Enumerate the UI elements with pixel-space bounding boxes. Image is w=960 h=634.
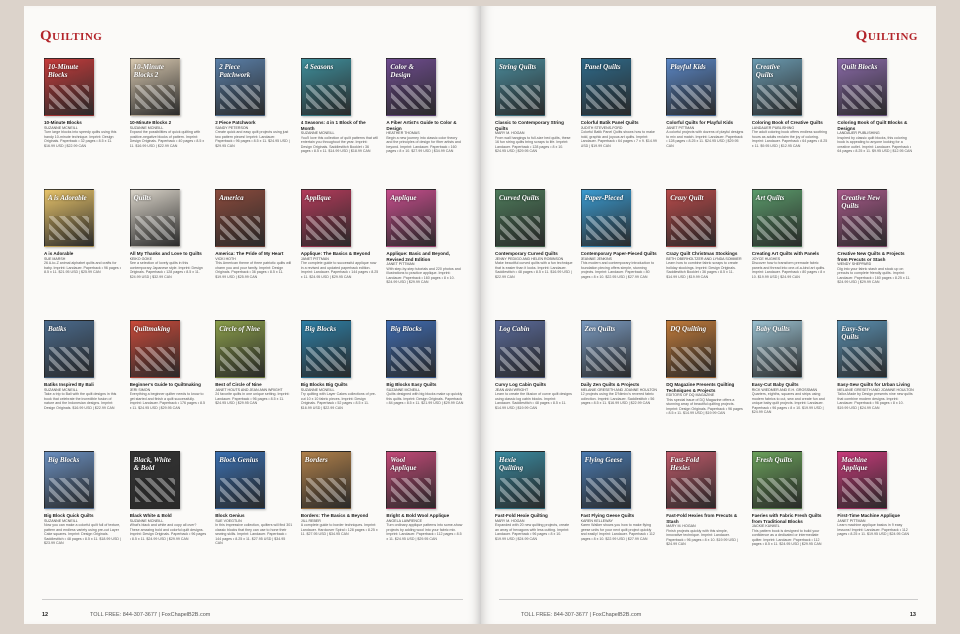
book-description: Dig into your fabric stash and stock up on precuts to complete friendly quilts. Imprint: Landauer. Paperback • 160 pages • 8.25 x 11. $24.99 USD | $29.99 CAN [837, 266, 911, 284]
book-title: Faeries with Fabric Fresh Quilts from Traditional Blocks [751, 513, 822, 524]
cover-title: Easy-Sew Quilts [841, 325, 870, 341]
book-author: JUDITH STEVENS-FORD [580, 125, 623, 130]
book-cover-image [301, 320, 351, 378]
book-title: Borders: The Basics & Beyond [300, 513, 369, 518]
book-listing [495, 451, 573, 574]
book-title: Easy-Cut Baby Quilts [751, 382, 799, 387]
book-description: Discover how to transform premade fabric panels and thread into one-of-a-kind art quilts. Imprint: Landauer. Paperback • 80 pages • 8 x 10. $19.99 USD | $24.99 CAN [751, 261, 826, 279]
book-cover-image [386, 58, 436, 116]
book-author: SUZANNE MCNEILL [386, 387, 421, 392]
book-listing [130, 451, 208, 574]
book-listing [666, 451, 744, 574]
book-title: First-Time Machine Applique [837, 513, 900, 518]
book-description: Try quilting with Layer Cakes collections of pre-cut 10 x 10 fabric pieces. Imprint: Design Originals. Paperback • 52 pages • 8.5 x 11. $16.99 USD | $22.99 CAN [300, 392, 376, 410]
book-author: EDITORS OF DQ MAGAZINE [666, 393, 715, 397]
book-title: 2 Piece Patchwork [215, 120, 256, 125]
book-cover-image [130, 189, 180, 247]
book-listing [386, 58, 464, 181]
book-title: America: The Pride of My Heart [215, 251, 284, 256]
book-listing [44, 451, 122, 574]
book-author: MARY M. HOGAN [495, 518, 525, 523]
book-title: Batiks Inspired By Bali [44, 382, 94, 387]
book-author: SANDY PETERSON [215, 125, 249, 130]
book-author: LANDAUER PUBLISHING [751, 125, 795, 130]
book-author: JILL REBER [300, 518, 321, 523]
book-title: Block Genius [215, 513, 245, 518]
book-title: Fast Flying Geese Quilts [580, 513, 635, 518]
book-title: DQ Magazine Presents Quilting Techniques & Projects [666, 382, 735, 393]
book-listing [837, 451, 915, 574]
book-cover-image [386, 451, 436, 509]
book-title: A is Adorable [44, 251, 74, 256]
toll-free-text: TOLL FREE: 844-307-3677 | FoxChapelB2B.com [90, 612, 211, 618]
book-cover-image [837, 451, 887, 509]
book-author: SUZANNE MCNEILL [300, 131, 335, 135]
book-author: SUZANNE MCNEILL [300, 387, 335, 392]
book-description: Quarters, eighths, squares and strips using modern fabrics to cut, sew and create fun and unique baby quilt projects. Imprint: Landauer. Paperback • 96 pages • 8 x 10. $19.99 USD | $24.99 CAN [751, 392, 825, 414]
book-cover-image [752, 189, 802, 247]
cover-title: Circle of Nine [219, 325, 261, 333]
book-cover-image [215, 58, 265, 116]
book-title: Classic to Contemporary String Quilts [495, 120, 564, 131]
book-title: Coloring Book of Creative Quilts [751, 120, 823, 125]
cover-title: Block Genius [219, 456, 259, 464]
toll-free-text: TOLL FREE: 844-307-3677 | FoxChapelB2B.com [521, 612, 642, 618]
book-listing [301, 451, 379, 574]
cover-title: Flying Geese [584, 456, 623, 464]
book-description: The adult coloring book offers endless soothing hours as adults reclaim the joy of coloring. Imprint: Landauer. Paperback • 64 pages • 8.25 x 11. $9.95 USD | $12.95 CAN [751, 130, 828, 148]
book-description: Inspired by classic quilt blocks, this coloring book is appealing to anyone looking for a creative outlet. Imprint: Landauer. Paperback • 64 pages • 8.25 x 11. $9.95 USD | $12.95 CAN [837, 135, 913, 153]
book-title: Coloring Book of Quilt Blocks & Designs [837, 120, 908, 131]
book-title: Applique: The Basics & Beyond [300, 251, 371, 256]
book-description: Learn machine applique basics in 9 easy lessons! Imprint: Landauer. Paperback • 112 pages • 8.25 x 11. $19.95 USD | $24.95 CAN [837, 523, 910, 536]
cover-title: Black, White & Bold [133, 456, 171, 472]
book-cover-image [581, 320, 631, 378]
page-number: 12 [42, 612, 49, 618]
book-listing [837, 58, 915, 181]
book-listing [130, 189, 208, 312]
book-description: Colorful Batik Panel Quilts shows how to make bold, graphic and joyous art quilts. Imprint: Landauer. Paperback • 64 pages • 7 x 9. $14.99 USD | $19.99 CAN [580, 130, 657, 148]
cover-title: 4 Seasons [304, 63, 334, 71]
cover-title: Fast-Fold Hexies [670, 456, 699, 472]
book-cover-image [301, 58, 351, 116]
right-book-grid [495, 58, 915, 574]
book-title: Creating Art Quilts with Panels [751, 251, 820, 256]
book-description: This modern and contemporary introduction to foundation piecing offers simple, stunning projects. Imprint: Landauer. Paperback • 80 pages • 8 x 10. $22.95 USD | $27.99 CAN [580, 261, 655, 279]
cover-title: Panel Quilts [584, 63, 621, 71]
book-cover-image [752, 320, 802, 378]
cover-title: 10-Minute Blocks [48, 63, 79, 79]
book-author: JENNY PEDIGO AND HELEN ROBINSON [495, 256, 564, 261]
book-title: 4 Seasons: 4 in 1 Block of the Month [300, 120, 366, 131]
book-author: SUE MARSH [44, 256, 66, 261]
book-listing [215, 451, 293, 574]
book-cover-image [215, 320, 265, 378]
book-description: Karen Walker shows you how to make flying geese units for your next quilt project quickly and easily! Imprint: Landauer. Paperback • 112 pages • 8 x 10. $22.99 USD | $27.99 CAN [580, 523, 655, 541]
book-listing [215, 189, 293, 312]
book-title: Applique: Basic and Beyond, Revised 2nd Edition [386, 251, 450, 262]
book-title: Beginner's Guide to Quiltmaking [129, 382, 201, 387]
cover-title: A is Adorable [48, 194, 87, 202]
book-listing [44, 189, 122, 312]
book-cover-image [44, 320, 94, 378]
cover-title: Fresh Quilts [755, 456, 793, 464]
cover-title: DQ Quilting [670, 325, 707, 333]
book-title: Big Block Quick Quilts [44, 513, 94, 518]
book-author: JERI SIMON [129, 387, 151, 392]
cover-title: Big Blocks [390, 325, 422, 333]
book-author: HEATHER THOMAS [386, 131, 420, 135]
book-description: Everything a beginner quilter needs to know to get started and finish a quilt successfully. Imprint: Landauer. Paperback • 176 pages • 8.5 x 11. $24.95 USD | $29.95 CAN [129, 392, 206, 410]
book-description: Expand the possibilities of quick quilting with positive-negative blocks of pattern. Imprint: Design Originals. Paperback • 40 pages • 8.5 x 11. $16.99 USD | $22.99 CAN [129, 130, 205, 148]
book-author: KAREN KELLEWAY [580, 518, 613, 523]
book-listing [837, 189, 915, 312]
book-title: Black White & Bold [129, 513, 172, 518]
cover-title: Hexie Quilting [499, 456, 524, 472]
book-description: See a selection of lovely quilts in this contemporary Japanese style. Imprint: Design Originals. Paperback • 128 pages • 8.5 x 11. $24.99 USD | $32.99 CAN [129, 261, 203, 279]
book-cover-image [130, 58, 180, 116]
cover-title: Borders [304, 456, 328, 464]
book-title: Crazy Quilt Christmas Stockings [666, 251, 738, 256]
section-header-right: Quilting [855, 28, 918, 44]
book-listing [495, 58, 573, 181]
book-description: Expanded with 20 new quilting projects, create an array of hexagons with less cutting. Imprint: Landauer. Paperback • 96 pages • 8 x 10. $19.99 USD | $24.99 CAN [495, 523, 570, 541]
book-cover-image [666, 451, 716, 509]
book-cover-image [495, 320, 545, 378]
cover-title: Quiltmaking [133, 325, 171, 333]
book-cover-image [666, 320, 716, 378]
book-description: From wall hangings to full-size bed quilts, these 16 fun string quilts bring scraps to life. Imprint: Landauer. Paperback • 128 pages • 8 x 10. $24.95 USD | $29.95 CAN [495, 135, 571, 153]
book-author: JEAN ANN WRIGHT [495, 387, 529, 392]
book-listing [581, 189, 659, 312]
book-listing [495, 320, 573, 443]
book-description: Turn ordinary applique patterns into some-show projects by adding wool into your fabric mix. Imprint: Landauer. Paperback • 112 pages • 8.5 x 11. $24.95 USD | $29.95 CAN [386, 523, 463, 541]
book-title: Fast-Fold Hexies from Precuts & Stash [666, 513, 738, 524]
book-title: A Fiber Artist's Guide to Color & Design [386, 120, 457, 131]
book-cover-image [386, 189, 436, 247]
book-title: Fast-Fold Hexie Quilting [495, 513, 548, 518]
book-listing [301, 189, 379, 312]
book-title: Daily Zen Quilts & Projects [580, 382, 640, 387]
book-title: All My Thanks and Love to Quilts [129, 251, 202, 256]
book-title: Big Blocks Big Quilts [300, 382, 348, 387]
cover-title: Applique [304, 194, 331, 202]
book-author: MELANIE GRESETH AND JOANNE HOULTON [580, 387, 657, 392]
book-description: You'll love this collection of quilt patterns that will entertain you throughout the year. Imprint: Design Originals. Saddlestitch Booklet • 36 pages • 8.5 x 11. $14.99 USD | $18.99 CAN [300, 135, 378, 153]
book-cover-image [215, 189, 265, 247]
book-description: This pattern book is designed to build your confidence as a dedicated or intermediate quilter. Imprint: Landauer. Paperback • 112 pages • 8.5 x 11. $24.95 USD | $29.95 CAN [751, 528, 822, 546]
book-author: SUE VOEGTLIN [215, 518, 242, 523]
book-author: LANDAUER PUBLISHING [837, 131, 880, 135]
book-title: 10-Minute Blocks [44, 120, 82, 125]
book-author: MARY M. HOGAN [666, 524, 696, 528]
book-author: VICKI HOTH [215, 256, 236, 261]
cover-title: Machine Applique [841, 456, 868, 472]
footer-divider [42, 599, 463, 600]
book-author: SUZANNE MCNEILL [44, 387, 78, 392]
book-description: A complete guide to border techniques. Imprint: Landauer. Hardcover Spiral • 128 pages • 8.25 x 11. $27.95 USD | $34.95 CAN [300, 523, 378, 536]
book-listing [130, 320, 208, 443]
book-cover-image [752, 58, 802, 116]
book-description: With step-by-step tutorials and 220 photos and illustrations to practice applique. Imprint: Landauer. Paperback • 160 pages • 8 x 10. $24.99 USD | $29.99 CAN [386, 266, 461, 284]
book-author: JANET HOUTS AND JEAN ANN WRIGHT [215, 387, 283, 392]
cover-title: Playful Kids [670, 63, 706, 71]
cover-title: Paper-Pieced [584, 194, 624, 202]
book-author: ANGELA LAWRENCE [386, 518, 423, 523]
book-title: Curvy Log Cabin Quilts [495, 382, 547, 387]
book-cover-image [130, 451, 180, 509]
book-cover-image [301, 451, 351, 509]
book-listing [386, 189, 464, 312]
footer-divider [499, 599, 918, 600]
book-description: 24 favorite quilts in one unique setting. Imprint: Landauer. Paperback • 96 pages • 8.5 x 11. $24.95 USD | $29.95 CAN [215, 392, 290, 405]
book-description: Make beautiful curved quilts with a fun technique that is easier than it looks. Imprint: Landauer. Saddlestitch • 48 pages • 8.5 x 11. $16.99 USD | $22.99 CAN [495, 261, 573, 279]
book-description: Tailor-Made by Design presents nine new quilts that combine modern designs. Imprint: Landauer. Paperback • 96 pages • 8 x 10. $19.99 USD | $24.99 CAN [837, 392, 913, 410]
left-book-grid [44, 58, 464, 574]
book-title: Big Blocks Easy Quilts [386, 382, 437, 387]
book-description: Finish projects quickly with this simple, innovative technique. Imprint: Landauer. Paperback • 96 pages • 8 x 10. $19.99 USD | $24.99 CAN [666, 528, 738, 546]
cover-title: Color & Design [390, 63, 414, 79]
cover-title: Crazy Quilt [670, 194, 704, 202]
book-listing [752, 58, 830, 181]
book-description: Now you can make a colorful quilt full of texture, pattern and endless variety using pre-cut Layer Cake squares. Imprint: Design Originals. Saddlestitch • 48 pages • 8.5 x 11. $18.99 USD | $23.99 CAN [44, 523, 121, 545]
book-description: Learn to create the illusion of curve quilt designs using classic log cabin blocks. Imprint: Landauer. Saddlestitch • 48 pages • 8.5 x 11. $14.99 USD | $19.99 CAN [495, 392, 572, 410]
book-description: Begin a new journey into classic color theory and the principles of design for fiber artists and beyond. Imprint: Landauer. Paperback • 160 pages • 8 x 10. $27.99 USD | $34.99 CAN [386, 135, 461, 153]
book-title: Easy-Sew Quilts for Urban Living [837, 382, 910, 387]
book-author: SUZANNE MCNEILL [44, 125, 78, 130]
book-cover-image [666, 58, 716, 116]
book-listing [44, 320, 122, 443]
book-author: JACKIE KUNKEL [751, 524, 780, 528]
book-author: WENDY SHEPPARD [837, 262, 872, 266]
book-cover-image [301, 189, 351, 247]
cover-title: 10-Minute Blocks 2 [133, 63, 164, 79]
book-description: Quilts designed with big blocks make up quickly this quilts. Imprint: Design Originals. Paperback • 84 pages • 8.5 x 11. $21.99 USD | $29.99 CAN [386, 392, 464, 405]
book-title: Contemporary Curved Quilts [495, 251, 558, 256]
book-title: Contemporary Paper-Pieced Quilts [580, 251, 657, 256]
book-author: MARY M. HOGAN [495, 131, 525, 135]
book-listing [495, 189, 573, 312]
cover-title: Big Blocks [48, 456, 80, 464]
book-cover-image [581, 451, 631, 509]
book-author: JEANNIE JENKINS [580, 256, 612, 261]
book-cover-image [215, 451, 265, 509]
book-cover-image [837, 320, 887, 378]
section-header-left: Quilting [40, 28, 103, 44]
book-cover-image [495, 58, 545, 116]
book-description: 26 A-to-Z animal alphabet quilts and crafts for baby. Imprint: Landauer. Paperback • 96 pages • 8.5 x 11. $21.95 USD | $25.99 CAN [44, 261, 121, 274]
book-author: JANET PITTMAN [300, 256, 329, 261]
book-title: Bright & Bold Wool Applique [386, 513, 450, 518]
book-listing [581, 451, 659, 574]
cover-title: America [219, 194, 244, 202]
book-listing [752, 320, 830, 443]
book-description: 12 projects using the D'Nimiro's revered fabric collection. Imprint: Landauer. Saddlestitch • 56 pages • 8.5 x 11. $16.99 USD | $22.99 CAN [580, 392, 655, 405]
book-description: Take a trip to Bali with the quilt designs in this book that celebrate the incredible fusion of nature and the Indonesian designs. Imprint: Design Originals. $16.99 USD | $22.99 CAN [44, 392, 117, 410]
book-cover-image [581, 58, 631, 116]
book-title: Creative New Quilts & Projects from Precuts or Stash [837, 251, 905, 262]
book-title: Colorful Batik Panel Quilts [580, 120, 639, 125]
cover-title: Log Cabin [499, 325, 530, 333]
book-author: SUZANNE MCNEILL [129, 518, 164, 523]
book-listing [752, 451, 830, 574]
book-description: This special issue of DQ Magazine offers a stunning array of beautiful quilting projects. Imprint: Design Originals. Paperback • 96 pages • 8.5 x 11. $14.99 USD | $19.99 CAN [666, 397, 743, 415]
page-number: 13 [909, 612, 916, 618]
book-listing [215, 320, 293, 443]
book-listing [666, 320, 744, 443]
book-description: Create quick and easy quilt projects using just two pattern pieces! Imprint: Landauer. Paperback • 96 pages • 8.5 x 11. $24.95 USD | $29.95 CAN [215, 130, 290, 148]
cover-title: Creative Quilts [755, 63, 780, 79]
book-author: SUZANNE MCNEILL [129, 125, 164, 130]
book-author: JOYCE HUGHES [751, 256, 781, 261]
book-cover-image [581, 189, 631, 247]
cover-title: Applique [390, 194, 417, 202]
book-listing [666, 58, 744, 181]
book-author: KEIKO GOKE [129, 256, 152, 261]
book-listing [215, 58, 293, 181]
book-cover-image [666, 189, 716, 247]
book-listing [581, 58, 659, 181]
book-listing [666, 189, 744, 312]
book-title: Colorful Quilts for Playful Kids [666, 120, 734, 125]
cover-title: Curved Quilts [499, 194, 540, 202]
cover-title: Quilts [133, 194, 152, 202]
book-author: MELANIE GRESETH AND JOANNE HOULTON [837, 387, 914, 392]
book-description: A colorful projects with dozens of playful designs to mix and match. Imprint: Landauer. Paperback • 128 pages • 8.25 x 11. $24.95 USD | $29.95 CAN [666, 130, 744, 148]
book-description: In this impressive collection, quilters will find 301 classic blocks that they can use to hone their sewing skills. Imprint: Landauer. Paperback • 144 pages • 8.25 x 11. $27.95 USD | $34.95 CAN [215, 523, 293, 545]
book-description: Turn large blocks into speedy quilts using this handy 10-minute technique. Imprint: Design Originals. Paperback • 32 pages • 8.5 x 11. $16.99 USD | $22.99 CAN [44, 130, 117, 148]
book-author: RICK WIEDMER AND E.H. GROSSMAN [751, 387, 818, 392]
cover-title: String Quilts [499, 63, 537, 71]
book-listing [752, 189, 830, 312]
book-cover-image [837, 58, 887, 116]
cover-title: Batiks [48, 325, 67, 333]
book-cover-image [752, 451, 802, 509]
book-listing [386, 320, 464, 443]
book-cover-image [130, 320, 180, 378]
book-cover-image [495, 189, 545, 247]
left-page [24, 6, 481, 624]
cover-title: Zen Quilts [584, 325, 616, 333]
book-listing [837, 320, 915, 443]
book-listing [44, 58, 122, 181]
book-author: BETH OBERHOLTZER AND LYNDA SOMMER [666, 256, 742, 261]
book-cover-image [44, 451, 94, 509]
cover-title: Wool Applique [390, 456, 417, 472]
book-title: Best of Circle of Nine [215, 382, 262, 387]
cover-title: Quilt Blocks [841, 63, 878, 71]
book-description: This American theme of three patriotic quilts will charm you and your family. Imprint: Design Originals. Paperback • 36 pages • 8.5 x 11. $19.99 USD | $25.99 CAN [215, 261, 292, 279]
book-cover-image [44, 189, 94, 247]
book-listing [386, 451, 464, 574]
book-author: JANET PITTMAN [837, 518, 866, 523]
book-author: SUZANNE MCNEILL [44, 518, 78, 523]
book-author: JANET PITTMAN [386, 262, 415, 266]
cover-title: Creative New Quilts [841, 194, 881, 210]
book-listing [301, 58, 379, 181]
cover-title: Art Quilts [755, 194, 785, 202]
book-description: What's black and white and copy all over? These amazing bold and colorful quilt designs. Imprint: Design Originals. Paperback • 96 pages • 8.5 x 11. $24.99 USD | $29.99 CAN [129, 523, 207, 541]
cover-title: 2 Piece Patchwork [219, 63, 251, 79]
book-cover-image [44, 58, 94, 116]
book-listing [581, 320, 659, 443]
book-cover-image [495, 451, 545, 509]
book-author: JANET PITTMAN [666, 125, 695, 130]
book-description: Learn how to combine fabric scraps to create holiday stockings. Imprint: Design Originals. Saddlestitch Booklet • 36 pages • 8.5 x 11. $14.99 USD | $19.99 CAN [666, 261, 738, 279]
book-cover-image [837, 189, 887, 247]
right-page [481, 6, 936, 624]
book-title: 10-Minute Blocks 2 [129, 120, 172, 125]
book-listing [130, 58, 208, 181]
cover-title: Big Blocks [304, 325, 337, 333]
cover-title: Baby Quilts [755, 325, 790, 333]
book-cover-image [386, 320, 436, 378]
book-listing [301, 320, 379, 443]
book-description: The complete guide to successful applique now in a revised and updated paperback edition. Imprint: Landauer. Paperback • 144 pages • 8.25 x 11. $24.95 USD | $29.95 CAN [300, 261, 379, 279]
